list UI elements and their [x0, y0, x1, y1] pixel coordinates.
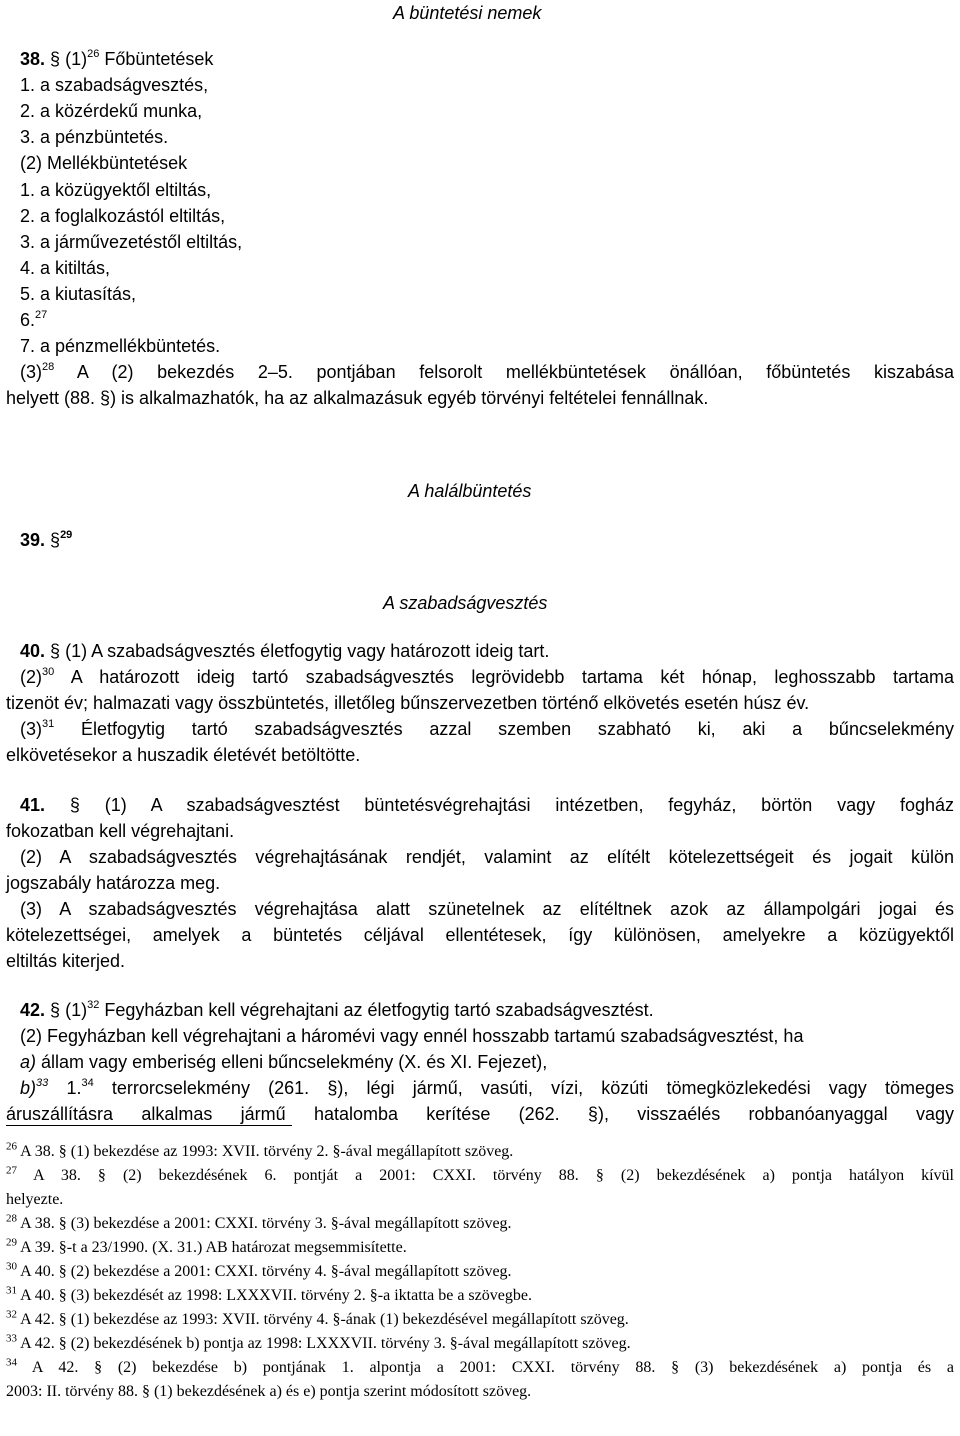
footnote-text: A 42. § (2) bekezdésének b) pontja az 1998: LXXXVII. törvény 3. §-ával megállapított szöveg.: [20, 1335, 631, 1352]
footnote: [6, 1332, 631, 1356]
footnote: [6, 1212, 512, 1236]
paragraph-42-heading: [20, 997, 654, 1023]
list-item: 1. a szabadságvesztés,: [20, 75, 209, 95]
section-number: 40.: [20, 641, 46, 661]
footnote-ref: 27: [35, 309, 48, 321]
paragraph-line: [20, 359, 954, 385]
section-symbol: §: [69, 795, 80, 815]
paragraph-text: Életfogytig tartó szabadságvesztés azzal szemben szabható ki, aki a bűncselekmény: [81, 719, 954, 739]
chapter-heading: A halálbüntetés: [408, 481, 532, 501]
item-number: 6.: [20, 310, 36, 330]
footnote-number: 27: [6, 1164, 17, 1177]
footnote-text: A 42. § (1) bekezdése az 1993: XVII. törvény 4. §-ának (1) bekezdésével megállapított szöveg.: [20, 1311, 629, 1328]
footnote-number: 29: [6, 1236, 17, 1249]
footnote: [6, 1308, 629, 1332]
footnote-text: A 40. § (2) bekezdése a 2001: CXXI. törvény 4. §-ával megállapított szöveg.: [20, 1263, 512, 1280]
section-number: 41.: [20, 795, 46, 815]
paragraph-line: helyett (88. §) is alkalmazhatók, ha az alkalmazásuk egyéb törvényi feltételei fennállnak.: [6, 388, 709, 408]
list-item: 5. a kiutasítás,: [20, 284, 137, 304]
section-number: 39.: [20, 530, 46, 550]
paragraph-text: (1) A szabadságvesztést büntetésvégrehajtási intézetben, fegyház, börtön vagy fogház: [104, 795, 954, 815]
list-item: 3. a járművezetéstől eltiltás,: [20, 232, 243, 252]
footnote-ref: 30: [42, 666, 55, 678]
paragraph-38-heading: [20, 46, 213, 72]
subsection-number: (3): [20, 362, 42, 382]
paragraph-line: kötelezettségei, amelyek a büntetés céljával ellentétesek, így különösen, amelyekre a közügyektől: [6, 925, 954, 945]
item-number: 1.: [66, 1078, 82, 1098]
footnote-text: A 40. § (3) bekezdését az 1998: LXXXVII. törvény 2. §-a iktatta be a szövegbe.: [20, 1287, 532, 1304]
section-header: A büntetési nemek: [393, 3, 542, 23]
section-symbol: §: [50, 641, 61, 661]
footnote-separator: [6, 1125, 292, 1126]
list-item: 1. a közügyektől eltiltás,: [20, 180, 212, 200]
footnote-continuation: helyezte.: [6, 1191, 64, 1208]
footnote-text: A 39. §-t a 23/1990. (X. 31.) AB határozat megsemmisítette.: [20, 1239, 407, 1256]
paragraph-text: A (2) bekezdés 2–5. pontjában felsorolt mellékbüntetések önállóan, főbüntetés kiszabása: [76, 362, 954, 382]
list-item: 3. a pénzbüntetés.: [20, 127, 169, 147]
paragraph-text: Fegyházban kell végrehajtani az életfogytig tartó szabadságvesztést.: [104, 1000, 654, 1020]
section-symbol: §: [50, 530, 61, 550]
subsection-number: (3): [20, 719, 42, 739]
footnote-number: 28: [6, 1212, 17, 1225]
paragraph-40-heading: [20, 638, 549, 664]
subsection-title: Főbüntetések: [104, 49, 214, 69]
footnote-ref: 33: [36, 1077, 49, 1089]
list-item: 4. a kitiltás,: [20, 258, 111, 278]
section-number: 38.: [20, 49, 46, 69]
footnote: [6, 1140, 513, 1164]
footnote-continuation: 2003: II. törvény 88. § (1) bekezdésének a) és e) pontja szerint módosított szöveg.: [6, 1383, 532, 1400]
subsection-number: (1): [65, 49, 88, 69]
footnote-text: A 38. § (1) bekezdése az 1993: XVII. törvény 2. §-ával megállapított szöveg.: [20, 1143, 514, 1160]
footnote-text: A 38. § (2) bekezdésének 6. pontját a 2001: CXXI. törvény 88. § (2) bekezdésének a) pontja hatályon kívül: [33, 1167, 955, 1184]
paragraph-line: [20, 716, 954, 742]
paragraph-text: állam vagy emberiség elleni bűncselekmény (X. és XI. Fejezet),: [41, 1052, 548, 1072]
subsection-number: (1): [65, 1000, 88, 1020]
list-item: 2. a közérdekű munka,: [20, 101, 203, 121]
footnote: [6, 1236, 407, 1260]
footnote-ref: 34: [81, 1077, 94, 1089]
paragraph-line: tizenöt év; halmazati vagy összbüntetés, illetőleg bűnszervezetben történő elkövetés esetén húsz év.: [6, 693, 810, 713]
footnote-number: 33: [6, 1332, 17, 1345]
list-item: 7. a pénzmellékbüntetés.: [20, 336, 221, 356]
footnote-text: A 42. § (2) bekezdése b) pontjának 1. alpontja a 2001: CXXI. törvény 88. § (3) bekezdésének a) pontja és a: [31, 1359, 954, 1376]
footnote-number: 34: [6, 1356, 17, 1369]
footnote-ref: 26: [87, 48, 100, 60]
paragraph-line: fokozatban kell végrehajtani.: [6, 821, 235, 841]
item-label: a): [20, 1052, 37, 1072]
footnote: [6, 1164, 954, 1188]
footnote-ref: 29: [60, 529, 73, 541]
paragraph-line: [20, 664, 954, 690]
footnote-ref: 28: [42, 361, 55, 373]
paragraph-line: elkövetésekor a huszadik életévét betöltötte.: [6, 745, 361, 765]
footnote-number: 32: [6, 1308, 17, 1321]
paragraph-line: eltiltás kiterjed.: [6, 951, 126, 971]
subsection-number: (2): [20, 667, 42, 687]
list-item: [20, 1075, 954, 1101]
footnote: [6, 1284, 532, 1308]
paragraph-line: jogszabály határozza meg.: [6, 873, 221, 893]
paragraph-line: áruszállításra alkalmas jármű hatalomba kerítése (262. §), visszaélés robbanóanyaggal vagy: [6, 1104, 954, 1124]
footnote: [6, 1356, 954, 1380]
paragraph-39-heading: [20, 527, 72, 553]
list-item: [20, 307, 47, 333]
paragraph-41-heading: [20, 792, 954, 818]
paragraph-line: (2) A szabadságvesztés végrehajtásának rendjét, valamint az elítélt kötelezettségeit és jogait külön: [20, 847, 954, 867]
section-symbol: §: [50, 1000, 61, 1020]
paragraph-line: (3) A szabadságvesztés végrehajtása alatt szünetelnek az elítéltnek azok az állampolgári jogai és: [20, 899, 954, 919]
list-item: [20, 1049, 547, 1075]
paragraph-line: (2) Fegyházban kell végrehajtani a háromévi vagy ennél hosszabb tartamú szabadságvesztést, ha: [20, 1026, 804, 1046]
footnote: [6, 1260, 512, 1284]
footnote-number: 30: [6, 1260, 17, 1273]
list-item: 2. a foglalkozástól eltiltás,: [20, 206, 226, 226]
footnote-ref: 31: [42, 718, 55, 730]
section-symbol: §: [50, 49, 61, 69]
paragraph-text: terrorcselekmény (261. §), légi jármű, vasúti, vízi, közúti tömegközlekedési vagy tömeges: [111, 1078, 954, 1098]
footnote-ref: 32: [87, 999, 100, 1011]
footnote-text: A 38. § (3) bekezdése a 2001: CXXI. törvény 3. §-ával megállapított szöveg.: [20, 1215, 512, 1232]
footnote-number: 26: [6, 1140, 17, 1153]
subsection-title: (2) Mellékbüntetések: [20, 153, 188, 173]
footnote-number: 31: [6, 1284, 17, 1297]
chapter-heading: A szabadságvesztés: [383, 593, 548, 613]
paragraph-text: (1) A szabadságvesztés életfogytig vagy határozott ideig tart.: [65, 641, 550, 661]
section-number: 42.: [20, 1000, 46, 1020]
paragraph-text: A határozott ideig tartó szabadságvesztés legrövidebb tartama két hónap, leghosszabb tartama: [70, 667, 954, 687]
item-label: b): [20, 1078, 37, 1098]
